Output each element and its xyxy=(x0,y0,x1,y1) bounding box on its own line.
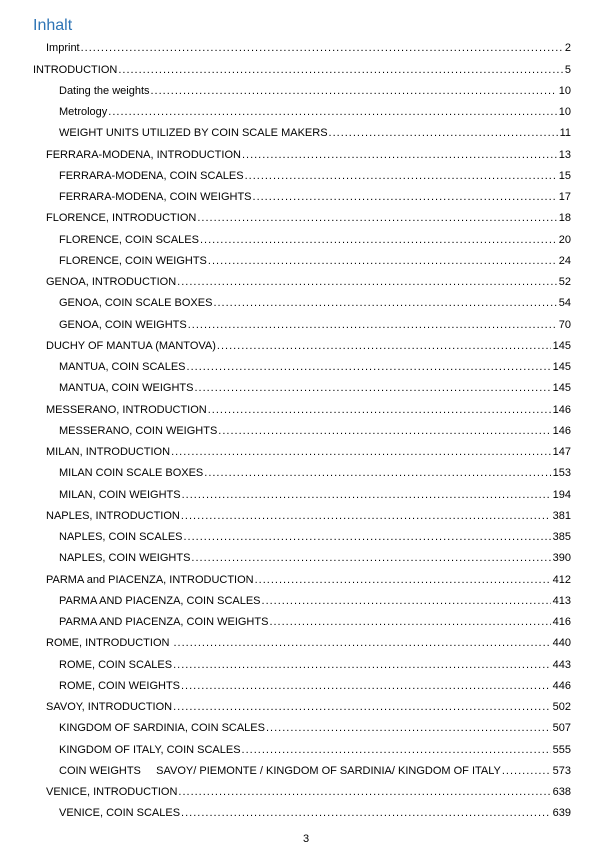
toc-entry-page: 153 xyxy=(552,467,571,479)
dot-leader xyxy=(242,148,557,162)
toc-entry-label: GENOA, COIN WEIGHTS xyxy=(59,319,187,331)
dot-leader xyxy=(177,275,557,289)
toc-entry-imprint[interactable] xyxy=(46,41,571,55)
dot-leader xyxy=(329,126,558,140)
dot-leader xyxy=(108,105,556,119)
toc-entry-mantua-coin-weights[interactable] xyxy=(59,381,571,395)
toc-entry-label: PARMA and PIACENZA, INTRODUCTION xyxy=(46,574,254,586)
toc-entry-label: Dating the weights xyxy=(59,85,150,97)
dot-leader xyxy=(213,296,556,310)
toc-entry-label: FLORENCE, COIN SCALES xyxy=(59,234,199,246)
toc-entry-milan-introduction[interactable] xyxy=(46,445,571,459)
toc-entry-label: VENICE, INTRODUCTION xyxy=(46,786,178,798)
dot-leader xyxy=(266,721,551,735)
toc-entry-messerano-introduction[interactable] xyxy=(46,403,571,417)
dot-leader xyxy=(181,806,551,820)
toc-entry-naples-coin-scales[interactable] xyxy=(59,530,571,544)
toc-entry-label: MANTUA, COIN WEIGHTS xyxy=(59,382,194,394)
toc-entry-label: GENOA, INTRODUCTION xyxy=(46,276,177,288)
toc-entry-label: Imprint xyxy=(46,42,80,54)
toc-entry-ferrara-modena-introduction[interactable] xyxy=(46,148,571,162)
dot-leader xyxy=(245,169,557,183)
toc-entry-page: 146 xyxy=(552,404,571,416)
toc-entry-label: FERRARA-MODENA, INTRODUCTION xyxy=(46,149,241,161)
toc-entry-label: NAPLES, COIN WEIGHTS xyxy=(59,552,191,564)
dot-leader xyxy=(253,190,557,204)
toc-entry-page: 18 xyxy=(558,212,571,224)
dot-leader xyxy=(81,41,563,55)
toc-entry-ferrara-modena-coin-scales[interactable] xyxy=(59,169,571,183)
toc-entry-naples-coin-weights[interactable] xyxy=(59,551,571,565)
dot-leader xyxy=(191,551,550,565)
toc-entry-parma-piacenza-introduction[interactable] xyxy=(46,573,571,587)
toc-entry-label: MILAN, COIN WEIGHTS xyxy=(59,489,181,501)
toc-entry-page: 13 xyxy=(558,149,571,161)
toc-entry-label: PARMA AND PIACENZA, COIN WEIGHTS xyxy=(59,616,269,628)
toc-entry-venice-coin-scales[interactable] xyxy=(59,806,571,820)
toc-entry-rome-introduction[interactable] xyxy=(46,636,571,650)
toc-entry-page: 413 xyxy=(552,595,571,607)
toc-entry-label: PARMA AND PIACENZA, COIN SCALES xyxy=(59,595,261,607)
dot-leader xyxy=(173,658,551,672)
dot-leader xyxy=(173,700,551,714)
toc-entry-page: 5 xyxy=(564,64,571,76)
toc-entry-label: ROME, COIN SCALES xyxy=(59,659,173,671)
toc-entry-venice-introduction[interactable] xyxy=(46,785,571,799)
toc-entry-label: COIN WEIGHTS SAVOY/ PIEMONTE / KINGDOM OF SARDINIA/ KINGDOM OF ITALY xyxy=(59,765,501,777)
dot-leader xyxy=(178,785,550,799)
toc-entry-parma-piacenza-coin-weights[interactable] xyxy=(59,615,571,629)
toc-entry-page: 24 xyxy=(558,255,571,267)
toc-entry-label: MESSERANO, COIN WEIGHTS xyxy=(59,425,218,437)
toc-entry-page: 639 xyxy=(552,807,571,819)
toc-entry-label: ROME, COIN WEIGHTS xyxy=(59,680,180,692)
toc-entry-label: FERRARA-MODENA, COIN SCALES xyxy=(59,170,244,182)
dot-leader xyxy=(218,424,550,438)
toc-entry-page: 10 xyxy=(558,85,571,97)
toc-heading: Inhalt xyxy=(33,17,73,34)
toc-entry-florence-coin-scales[interactable] xyxy=(59,233,571,247)
toc-entry-metrology[interactable] xyxy=(59,105,571,119)
toc-entry-kingdom-of-italy-coin-scales[interactable] xyxy=(59,743,571,757)
toc-entry-page: 412 xyxy=(552,574,571,586)
toc-entry-label: MANTUA, COIN SCALES xyxy=(59,361,186,373)
toc-entry-kingdom-of-sardinia-coin-scales[interactable] xyxy=(59,721,571,735)
dot-leader xyxy=(151,84,557,98)
toc-entry-page: 11 xyxy=(559,127,571,139)
dot-leader xyxy=(174,636,551,650)
toc-entry-label: NAPLES, COIN SCALES xyxy=(59,531,183,543)
page-number: 3 xyxy=(302,833,310,845)
dot-leader xyxy=(182,488,551,502)
toc-entry-page: 381 xyxy=(552,510,571,522)
toc-entry-page: 52 xyxy=(558,276,571,288)
toc-entry-label: INTRODUCTION xyxy=(33,64,118,76)
toc-entry-label: VENICE, COIN SCALES xyxy=(59,807,181,819)
toc-entry-page: 385 xyxy=(552,531,571,543)
toc-entry-label: MILAN, INTRODUCTION xyxy=(46,446,171,458)
toc-entry-page: 443 xyxy=(552,659,571,671)
toc-entry-label: DUCHY OF MANTUA (MANTOVA) xyxy=(46,340,216,352)
toc-entry-naples-introduction[interactable] xyxy=(46,509,571,523)
toc-entry-label: GENOA, COIN SCALE BOXES xyxy=(59,297,213,309)
toc-entry-page: 390 xyxy=(552,552,571,564)
dot-leader xyxy=(200,233,557,247)
dot-leader xyxy=(171,445,551,459)
dot-leader xyxy=(204,466,550,480)
toc-entry-page: 502 xyxy=(552,701,571,713)
toc-entry-page: 10 xyxy=(558,106,571,118)
toc-entry-milan-coin-weights[interactable] xyxy=(59,488,571,502)
toc-entry-savoy-introduction[interactable] xyxy=(46,700,571,714)
toc-entry-page: 17 xyxy=(558,191,571,203)
toc-entry-page: 20 xyxy=(558,234,571,246)
toc-entry-genoa-introduction[interactable] xyxy=(46,275,571,289)
toc-entry-parma-piacenza-coin-scales[interactable] xyxy=(59,594,571,608)
toc-entry-mantua-coin-scales[interactable] xyxy=(59,360,571,374)
toc-entry-page: 15 xyxy=(558,170,571,182)
dot-leader xyxy=(262,594,551,608)
dot-leader xyxy=(255,573,551,587)
toc-entry-label: NAPLES, INTRODUCTION xyxy=(46,510,180,522)
toc-entry-weight-units[interactable] xyxy=(59,126,571,140)
toc-entry-label: ROME, INTRODUCTION xyxy=(46,637,173,649)
dot-leader xyxy=(502,764,551,778)
dot-leader xyxy=(208,403,551,417)
toc-entry-page: 194 xyxy=(552,489,571,501)
toc-entry-rome-coin-weights[interactable] xyxy=(59,679,571,693)
toc-entry-ferrara-modena-coin-weights[interactable] xyxy=(59,190,571,204)
toc-entry-page: 416 xyxy=(552,616,571,628)
dot-leader xyxy=(242,743,551,757)
toc-entry-page: 147 xyxy=(552,446,571,458)
toc-entry-page: 440 xyxy=(552,637,571,649)
toc-entry-label: FLORENCE, INTRODUCTION xyxy=(46,212,197,224)
toc-entry-page: 145 xyxy=(552,361,571,373)
toc-entry-page: 555 xyxy=(552,744,571,756)
dot-leader xyxy=(217,339,551,353)
toc-entry-label: KINGDOM OF ITALY, COIN SCALES xyxy=(59,744,241,756)
toc-entry-label: WEIGHT UNITS UTILIZED BY COIN SCALE MAKERS xyxy=(59,127,328,139)
toc-entry-genoa-coin-scale-boxes[interactable] xyxy=(59,296,571,310)
toc-entry-florence-coin-weights[interactable] xyxy=(59,254,571,268)
toc-entry-introduction[interactable] xyxy=(33,63,571,77)
toc-entry-label: Metrology xyxy=(59,106,108,118)
dot-leader xyxy=(188,318,557,332)
dot-leader xyxy=(208,254,557,268)
toc-entry-label: FERRARA-MODENA, COIN WEIGHTS xyxy=(59,191,252,203)
toc-entry-page: 146 xyxy=(552,425,571,437)
toc-entry-page: 638 xyxy=(552,786,571,798)
dot-leader xyxy=(269,615,550,629)
dot-leader xyxy=(118,63,563,77)
toc-entry-duchy-of-mantua[interactable] xyxy=(46,339,571,353)
toc-entry-page: 54 xyxy=(558,297,571,309)
dot-leader xyxy=(181,509,551,523)
toc-entry-florence-introduction[interactable] xyxy=(46,211,571,225)
dot-leader xyxy=(184,530,551,544)
toc-entry-page: 2 xyxy=(564,42,571,54)
toc-entry-dating-the-weights[interactable] xyxy=(59,84,571,98)
toc-entry-rome-coin-scales[interactable] xyxy=(59,658,571,672)
toc-entry-messerano-coin-weights[interactable] xyxy=(59,424,571,438)
toc-entry-page: 507 xyxy=(552,722,571,734)
toc-entry-page: 446 xyxy=(552,680,571,692)
toc-entry-page: 145 xyxy=(552,340,571,352)
dot-leader xyxy=(181,679,551,693)
dot-leader xyxy=(197,211,556,225)
toc-entry-page: 145 xyxy=(552,382,571,394)
toc-entry-milan-coin-scale-boxes[interactable] xyxy=(59,466,571,480)
dot-leader xyxy=(187,360,551,374)
dot-leader xyxy=(194,381,550,395)
toc-entry-label: KINGDOM OF SARDINIA, COIN SCALES xyxy=(59,722,265,734)
toc-entry-genoa-coin-weights[interactable] xyxy=(59,318,571,332)
toc-entry-page: 573 xyxy=(552,765,571,777)
toc-entry-label: MILAN COIN SCALE BOXES xyxy=(59,467,204,479)
toc-entry-savoy-coin-weights[interactable] xyxy=(59,764,571,778)
toc-entry-label: FLORENCE, COIN WEIGHTS xyxy=(59,255,207,267)
toc-entry-label: MESSERANO, INTRODUCTION xyxy=(46,404,207,416)
toc-entry-page: 70 xyxy=(558,319,571,331)
toc-entry-label: SAVOY, INTRODUCTION xyxy=(46,701,173,713)
